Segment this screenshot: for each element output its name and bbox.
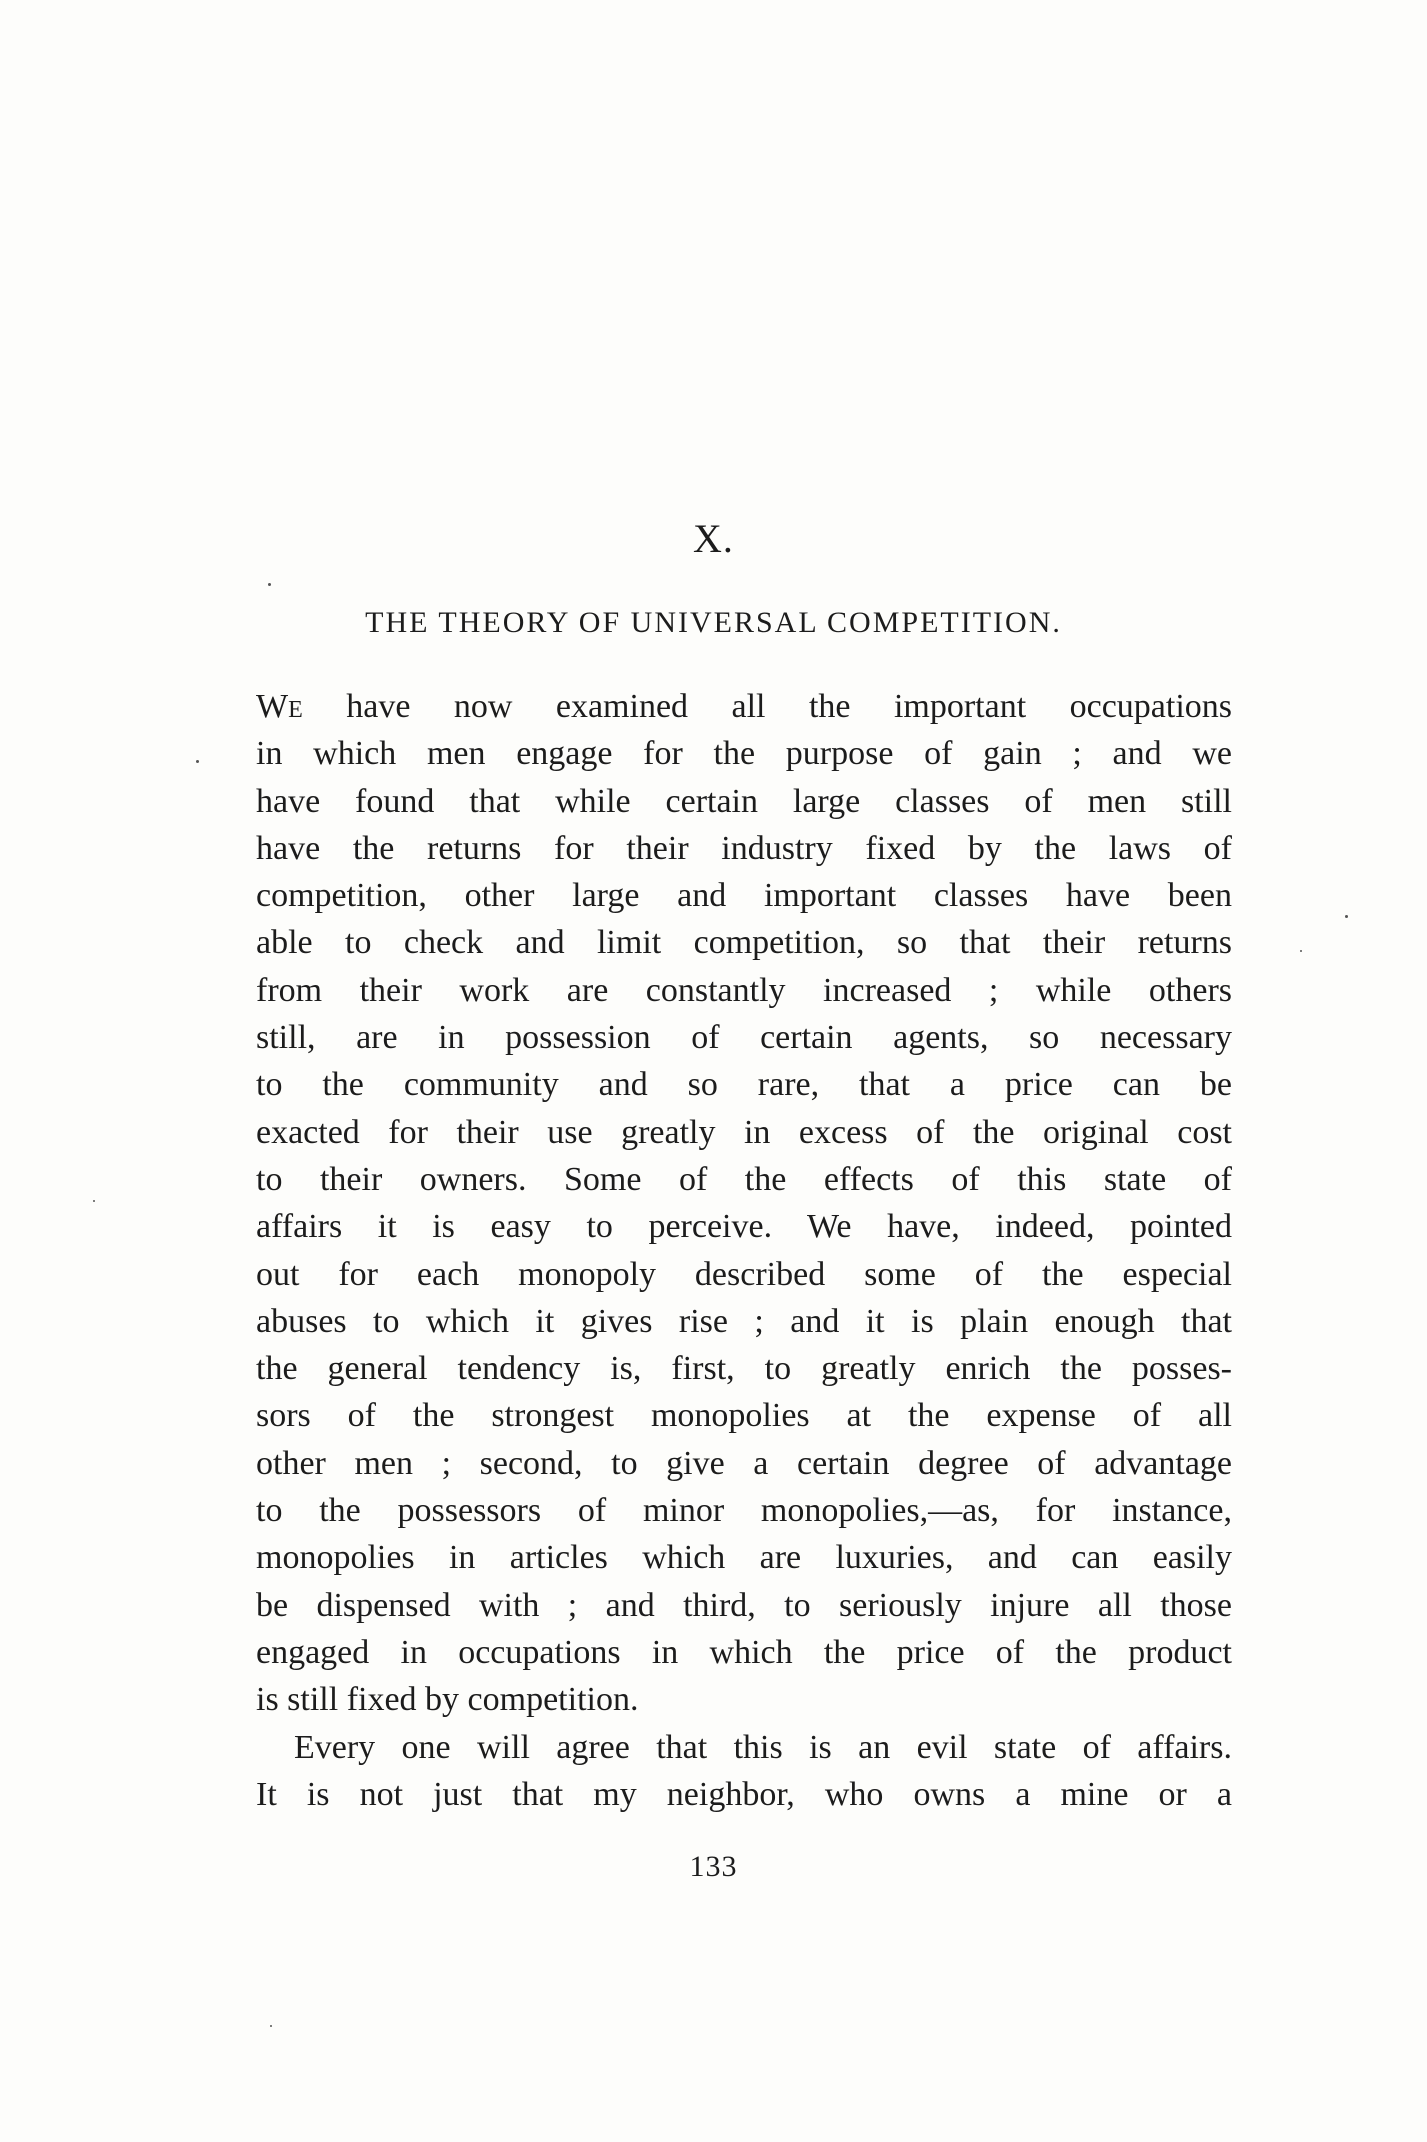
scan-speck	[270, 2025, 272, 2027]
text-line: have found that while certain large classes of men still	[256, 782, 1232, 820]
text-line: Every one will agree that this is an evil state of affairs.	[294, 1728, 1232, 1766]
text-line: engaged in occupations in which the price of the product	[256, 1633, 1232, 1671]
scan-speck	[1300, 950, 1302, 952]
text-line: competition, other large and important classes have been	[256, 877, 1232, 915]
chapter-title: THE THEORY OF UNIVERSAL COMPETITION.	[365, 606, 1062, 639]
chapter-number: X.	[693, 516, 734, 561]
text-line	[256, 683, 1232, 730]
text-line: monopolies in articles which are luxuries, and can easily	[256, 1539, 1232, 1577]
scan-speck	[93, 1200, 95, 1202]
text-line: other men ; second, to give a certain degree of advantage	[256, 1444, 1232, 1482]
text-line: to the possessors of minor monopolies,—as, for instance,	[256, 1492, 1232, 1530]
text-line: exacted for their use greatly in excess of the original cost	[256, 1113, 1232, 1151]
text-line: to their owners. Some of the effects of this state of	[256, 1160, 1232, 1198]
text-line: able to check and limit competition, so that their returns	[256, 924, 1232, 962]
text-line: have the returns for their industry fixed by the laws of	[256, 829, 1232, 867]
text-line: abuses to which it gives rise ; and it is plain enough that	[256, 1302, 1232, 1340]
paragraph-1	[256, 683, 1232, 1724]
text-line: is still fixed by competition.	[256, 1681, 639, 1719]
text-line: sors of the strongest monopolies at the expense of all	[256, 1397, 1232, 1435]
scan-speck	[268, 583, 271, 586]
text-line: affairs it is easy to perceive. We have, indeed, pointed	[256, 1208, 1232, 1246]
paragraph-2	[256, 1724, 1232, 1819]
scan-speck	[1345, 915, 1348, 918]
text-line: from their work are constantly increased ; while others	[256, 971, 1232, 1009]
line-text: have now examined all the important occupations	[302, 688, 1232, 725]
text-line: still, are in possession of certain agents, so necessary	[256, 1019, 1232, 1057]
scan-speck	[196, 760, 199, 763]
text-line: out for each monopoly described some of the especial	[256, 1255, 1232, 1293]
body-text	[256, 683, 1232, 1818]
text-line: It is not just that my neighbor, who owns a mine or a	[256, 1775, 1232, 1813]
page-number: 133	[689, 1850, 738, 1883]
text-line: to the community and so rare, that a price can be	[256, 1066, 1232, 1104]
text-line: be dispensed with ; and third, to seriously injure all those	[256, 1586, 1232, 1624]
text-line: in which men engage for the purpose of gain ; and we	[256, 735, 1232, 773]
text-line: the general tendency is, first, to greatly enrich the posses-	[256, 1350, 1232, 1388]
drop-cap-word: We	[256, 688, 303, 725]
